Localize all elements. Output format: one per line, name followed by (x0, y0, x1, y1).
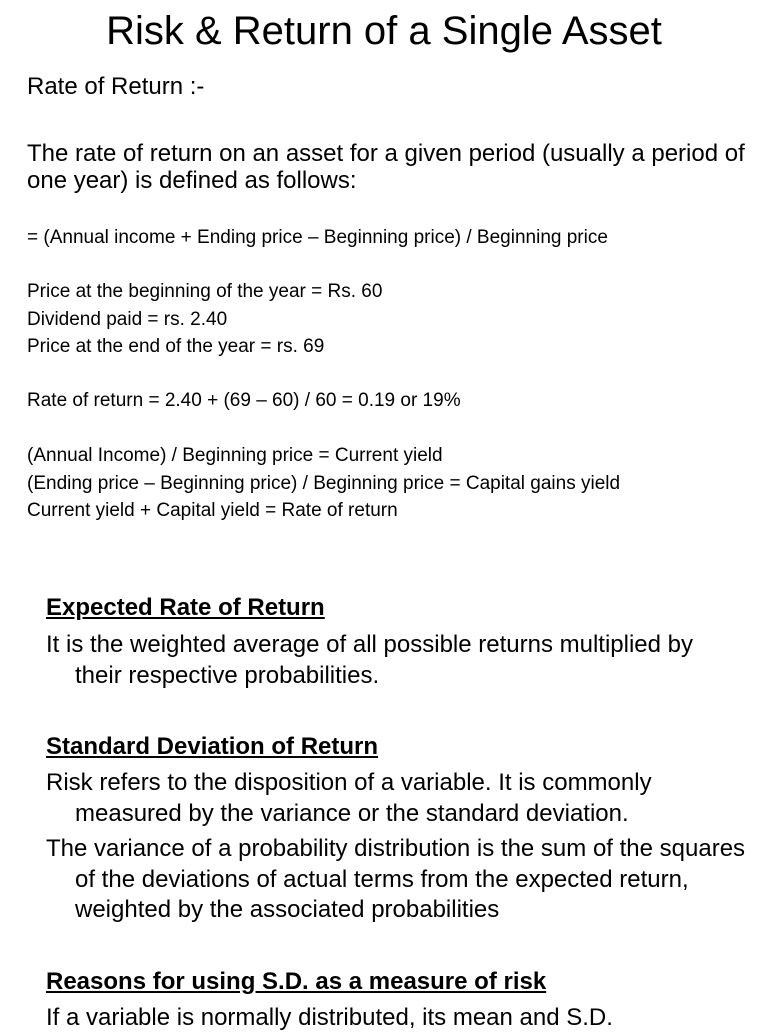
page-title: Risk & Return of a Single Asset (106, 9, 662, 53)
yield-block (27, 442, 620, 525)
intro-paragraph: The rate of return on an asset for a given period (usually a period of one year) is defined as follows: (27, 140, 745, 194)
section-heading-expected-return: Expected Rate of Return (46, 594, 325, 621)
section-paragraph: Risk refers to the disposition of a variable. It is commonly measured by the variance or the standard deviation. (46, 769, 652, 827)
calculation-line: Rate of return = 2.40 + (69 – 60) / 60 = 0.19 or 19% (27, 390, 461, 411)
yield-line: Current yield + Capital yield = Rate of return (27, 500, 398, 521)
yield-line: (Annual Income) / Beginning price = Current yield (27, 445, 443, 466)
yield-line: (Ending price – Beginning price) / Beginning price = Capital gains yield (27, 472, 621, 494)
example-block (27, 278, 382, 361)
formula-line: = (Annual income + Ending price – Beginning price) / Beginning price (27, 227, 608, 248)
example-line: Dividend paid = rs. 2.40 (27, 308, 228, 330)
example-line: Price at the end of the year = rs. 69 (27, 336, 325, 357)
section-heading-standard-deviation: Standard Deviation of Return (46, 733, 379, 760)
section-heading-reasons: Reasons for using S.D. as a measure of risk (46, 968, 547, 995)
section-paragraph: If a variable is normally distributed, its mean and S.D. (46, 1004, 613, 1031)
subtitle: Rate of Return :- (27, 73, 205, 100)
section-paragraph: The variance of a probability distribution is the sum of the squares of the deviations of actual terms from the expected return, weighted by the associated probabilities (46, 835, 746, 923)
example-line: Price at the beginning of the year = Rs. 60 (27, 281, 383, 302)
section-paragraph: It is the weighted average of all possible returns multiplied by their respective probabilities. (46, 631, 694, 689)
